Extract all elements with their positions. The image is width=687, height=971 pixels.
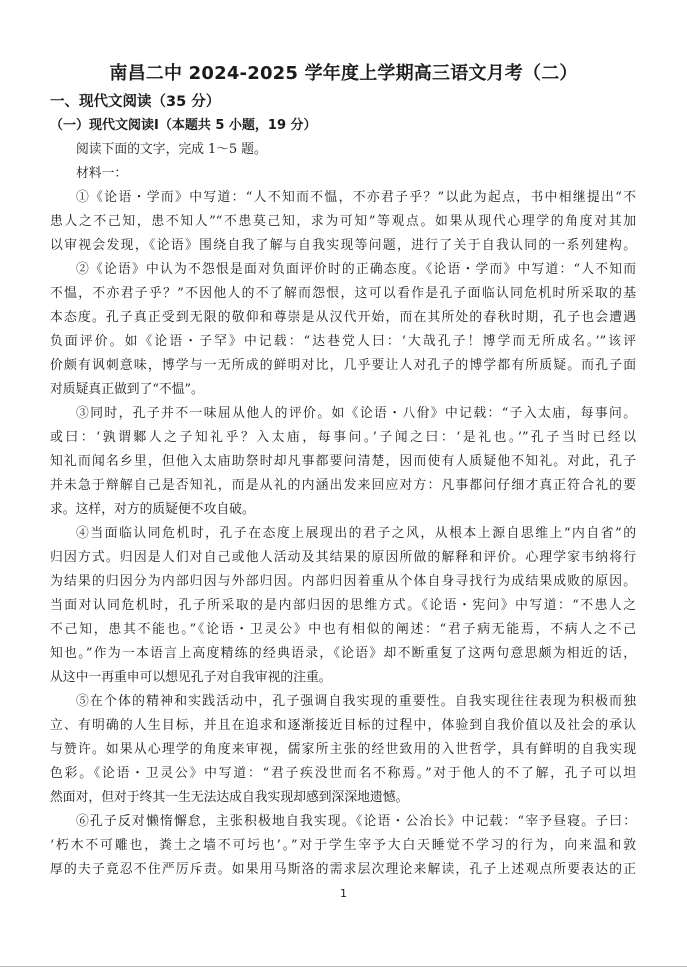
paragraph-6-line: 厚的夫子竟忍不住严厉斥责。如果用马斯洛的需求层次理论来解读，孔子上述观点所要表达的正 <box>50 862 636 877</box>
paragraph-4-line: 当面对认同危机时，孔子所采取的是内部归因的思维方式。《论语・宪问》中写道：“不患人之 <box>50 598 636 613</box>
paragraph-1-line: 患人之不己知，患不知人”“不患莫己知，求为可知”等观点。如果从现代心理学的角度对其加 <box>50 214 636 229</box>
paragraph-2-line: 本态度。孔子真正受到无限的敬仰和尊崇是从汉代开始，而在其所处的春秋时期，孔子也会遭遇 <box>50 310 636 325</box>
paragraph-4-line: 知也。”作为一本语言上高度精练的经典语录，《论语》却不断重复了这两句意思颇为相近的话， <box>50 646 636 661</box>
paragraph-1-line: 以审视会发现，《论语》围绕自我了解与自我实现等问题，进行了关于自我认同的一系列建构。 <box>50 238 636 253</box>
exam-title: 南昌二中 2024-2025 学年度上学期高三语文月考（二） <box>109 63 578 84</box>
paragraph-4-line: 不己知，患其不能也。”《论语・卫灵公》中也有相似的阐述：“君子病无能焉，不病人之不己 <box>50 622 636 637</box>
paragraph-5-line: 与赞许。如果从心理学的角度来审视，儒家所主张的经世致用的入世哲学，具有鲜明的自我实现 <box>50 742 636 757</box>
paragraph-2-line: 对质疑真正做到了“不愠”。 <box>50 382 204 397</box>
page-bottom-rule <box>0 966 687 967</box>
paragraph-5-line: ⑤在个体的精神和实践活动中，孔子强调自我实现的重要性。自我实现往往表现为积极而独 <box>76 694 636 709</box>
reading-instruction: 阅读下面的文字，完成 1～5 题。 <box>76 142 267 157</box>
paragraph-3-line: 或曰：‘孰谓鄹人之子知礼乎？入太庙，每事问。’子闻之曰：‘是礼也。’”孔子当时已经以 <box>50 430 636 445</box>
paragraph-2-line: ②《论语》中认为不怨恨是面对负面评价时的正确态度。《论语・学而》中写道：“人不知而 <box>76 262 636 277</box>
paragraph-5-line: 立、有明确的人生目标，并且在追求和逐渐接近目标的过程中，体验到自我价值以及社会的承认 <box>50 718 636 733</box>
paragraph-2-line: 不愠，不亦君子乎？”不因他人的不了解而怨恨，这可以看作是孔子面临认同危机时所采取的基 <box>50 286 636 301</box>
paragraph-2-line: 价颇有讽刺意味，博学与一无所成的鲜明对比，几乎要让人对孔子的博学都有所质疑。而孔子面 <box>50 358 636 373</box>
paragraph-3-line: 并未急于辩解自己是否知礼，而是从礼的内涵出发来回应对方：凡事都问仔细才真正符合礼的要 <box>50 478 636 493</box>
paragraph-4-line: 从这中一再重申可以想见孔子对自我审视的注重。 <box>50 670 332 685</box>
paragraph-4-line: 为结果的归因分为内部归因与外部归因。内部归因着重从个体自身寻找行为成结果成败的原因。 <box>50 574 636 589</box>
paragraph-3-line: 求。这样，对方的质疑便不攻自破。 <box>50 502 255 517</box>
paragraph-6-line: ‘朽木不可雕也，粪土之墙不可圬也’。”对于学生宰予大白天睡觉不学习的行为，向来温和敦 <box>50 838 636 853</box>
section-heading: 一、现代文阅读（35 分） <box>50 94 221 110</box>
paragraph-5-line: 然面对，但对于终其一生无法达成自我实现却感到深深地遗憾。 <box>50 790 409 805</box>
paragraph-5-line: 色彩。《论语・卫灵公》中写道：“君子疾没世而名不称焉。”对于他人的不了解，孔子可以坦 <box>50 766 636 781</box>
paragraph-1-line: ①《论语・学而》中写道：“人不知而不愠，不亦君子乎？”以此为起点，书中相继提出“不 <box>76 190 636 205</box>
page-number: 1 <box>340 887 347 900</box>
paragraph-2-line: 负面评价。如《论语・子罕》中记载：“达巷党人曰：‘大哉孔子！博学而无所成名。’”该评 <box>50 334 636 349</box>
material-label: 材料一： <box>76 166 128 181</box>
subsection-heading: （一）现代文阅读Ⅰ（本题共 5 小题，19 分） <box>50 118 317 133</box>
paragraph-4-line: 归因方式。归因是人们对自己或他人活动及其结果的原因所做的解释和评价。心理学家韦纳将行 <box>50 550 636 565</box>
paragraph-3-line: ③同时，孔子并不一味屈从他人的评价。如《论语・八佾》中记载：“子入太庙，每事问。 <box>76 406 636 421</box>
paragraph-4-line: ④当面临认同危机时，孔子在态度上展现出的君子之风，从根本上源自思维上“内自省”的 <box>76 526 636 541</box>
paragraph-3-line: 知礼而闻名乡里，但他入太庙助祭时却凡事都要问清楚，因而使有人质疑他不知礼。对此，孔子 <box>50 454 636 469</box>
paragraph-6-line: ⑥孔子反对懒惰懈怠，主张积极地自我实现。《论语・公冶长》中记载：“宰予昼寝。子曰： <box>76 814 636 829</box>
